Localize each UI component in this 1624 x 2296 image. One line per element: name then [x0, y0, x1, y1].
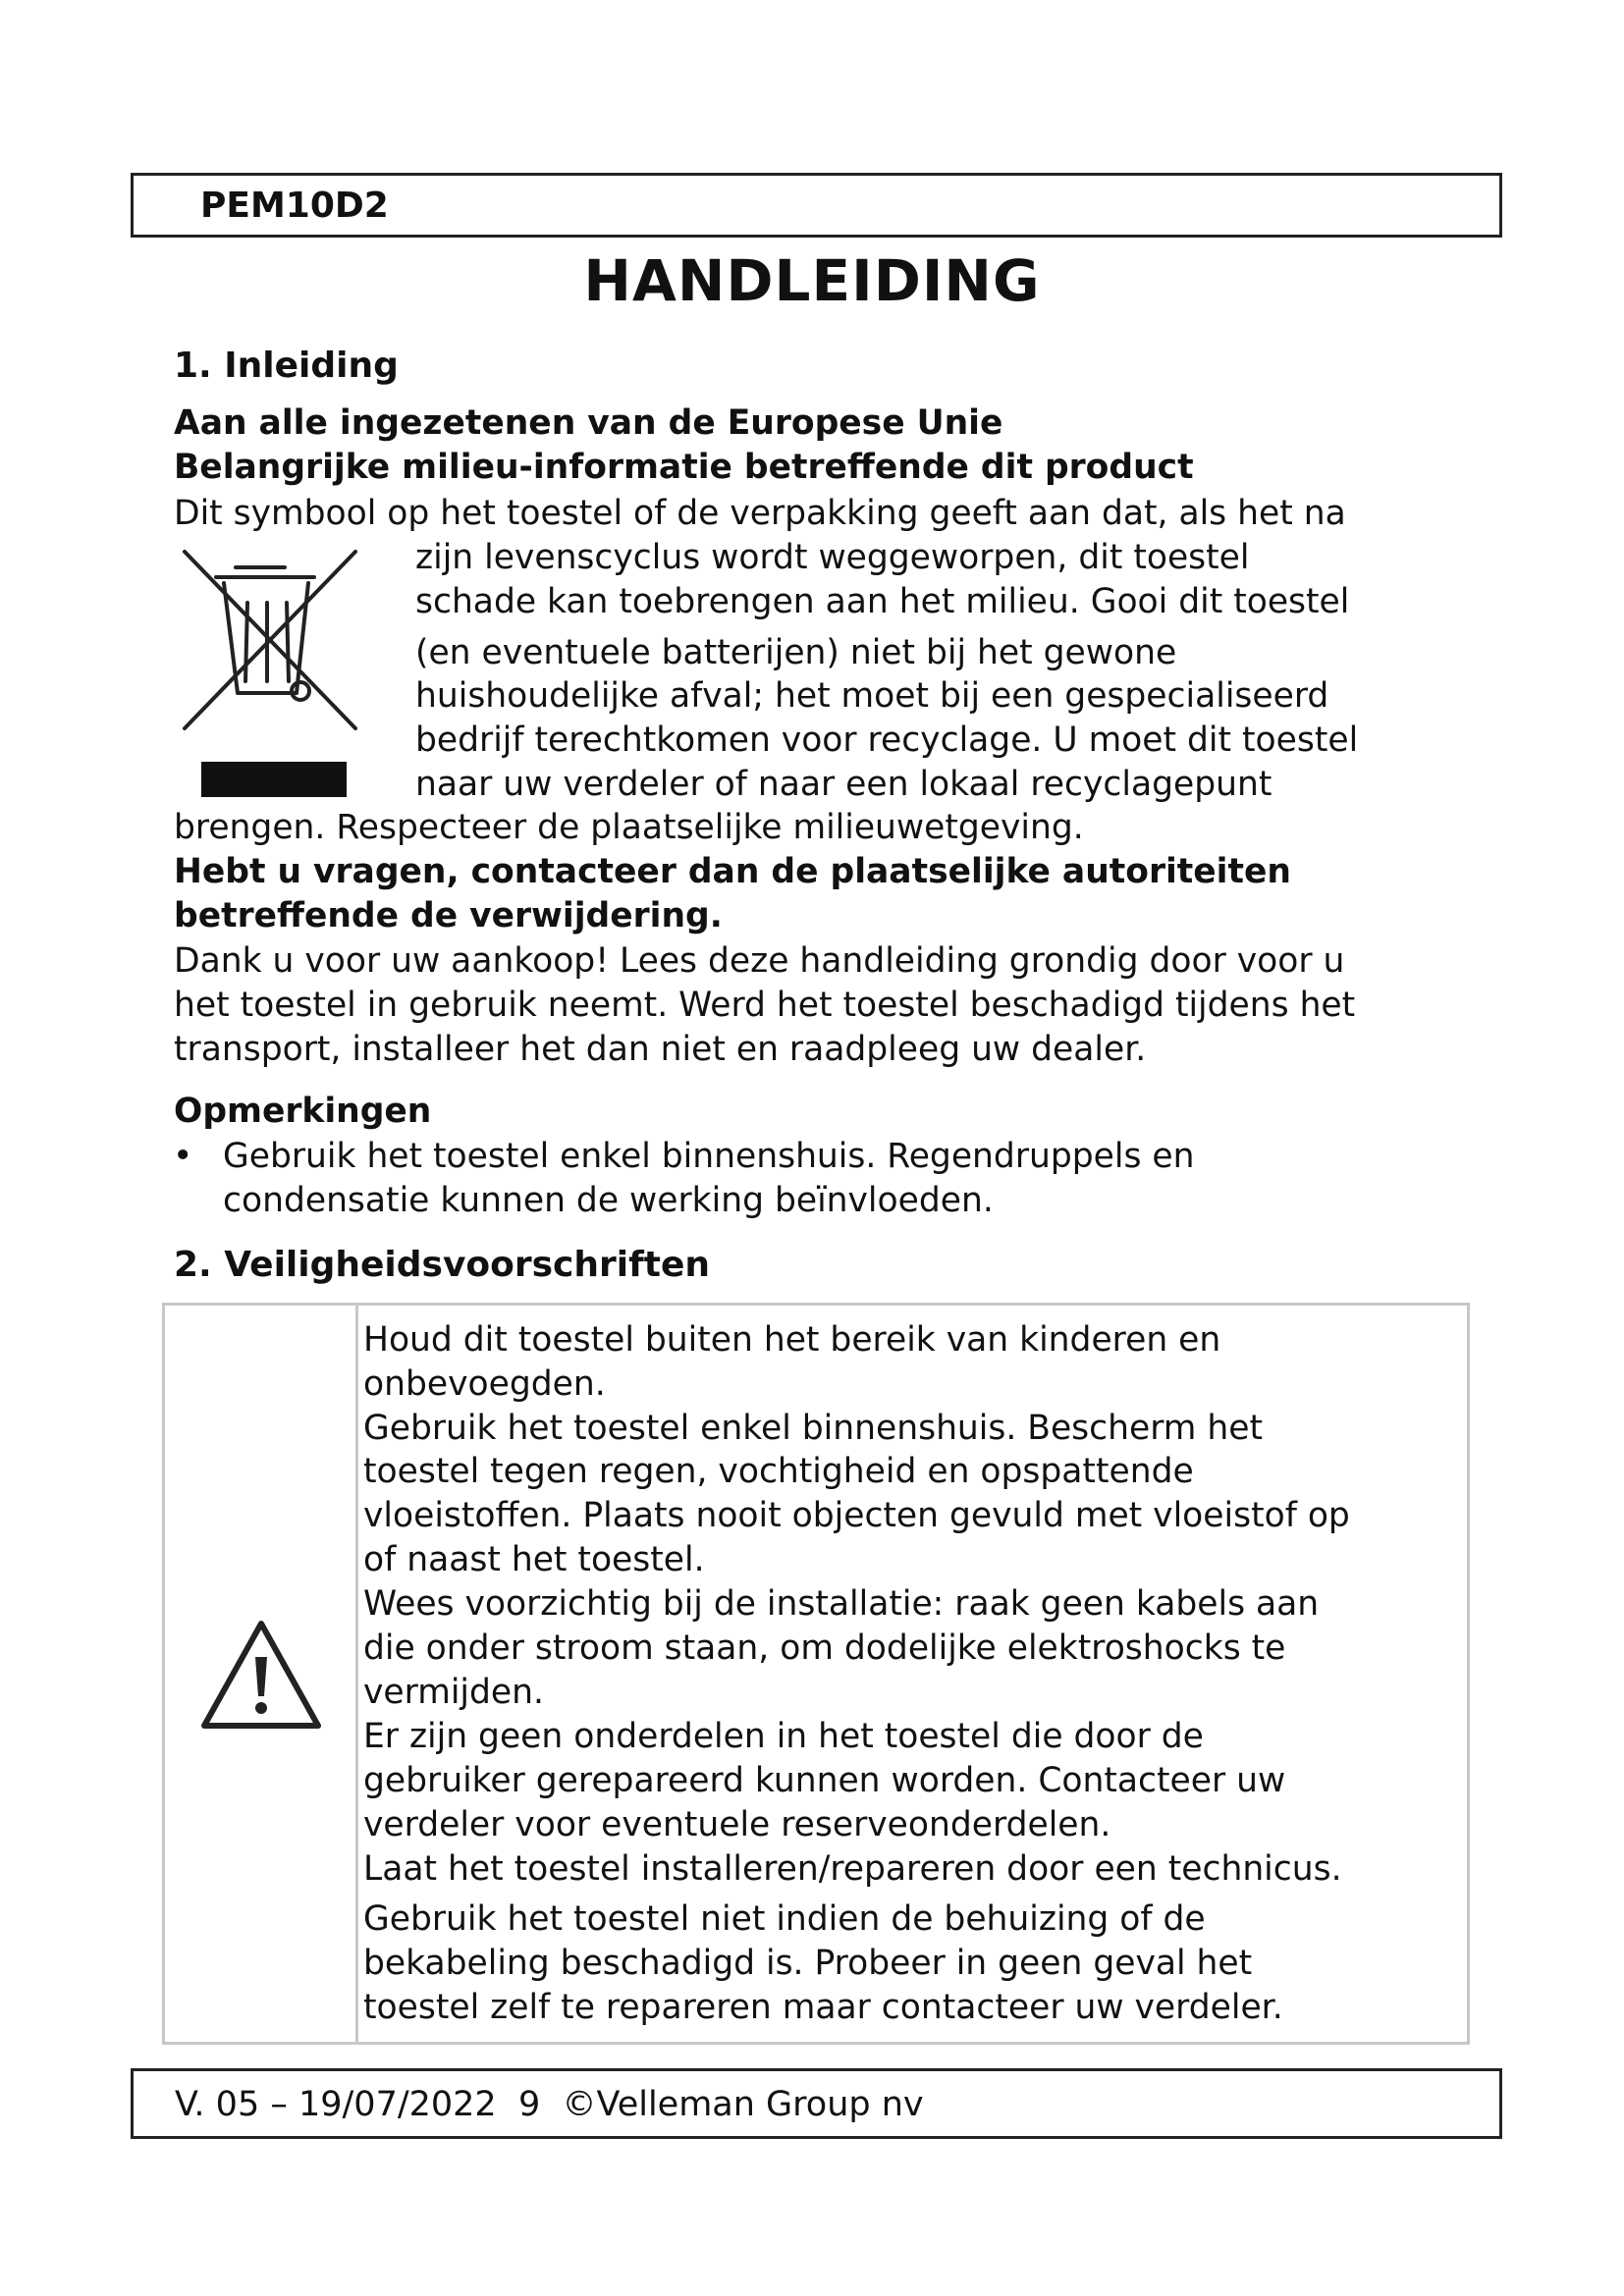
- page-title: HANDLEIDING: [583, 247, 1041, 314]
- eu-text-line: huishoudelijke afval; het moet bij een gespecialiseerd: [415, 676, 1329, 716]
- section-2-heading: 2. Veiligheidsvoorschriften: [174, 1245, 711, 1285]
- safety-line: toestel tegen regen, vochtigheid en opspattende: [363, 1452, 1194, 1491]
- safety-line: bekabeling beschadigd is. Probeer in geen geval het: [363, 1944, 1253, 1983]
- safety-line: of naast het toestel.: [363, 1540, 705, 1579]
- table-divider: [355, 1306, 358, 2042]
- product-code: PEM10D2: [200, 186, 389, 226]
- safety-line: Laat het toestel installeren/repareren door een technicus.: [363, 1849, 1342, 1889]
- warning-triangle-icon: [198, 1618, 324, 1732]
- bullet-icon: •: [173, 1137, 193, 1176]
- safety-line: Houd dit toestel buiten het bereik van kinderen en: [363, 1320, 1221, 1360]
- safety-line: vermijden.: [363, 1673, 544, 1712]
- questions-line: Hebt u vragen, contacteer dan de plaatselijke autoriteiten: [174, 852, 1291, 891]
- eu-heading-1: Aan alle ingezetenen van de Europese Unie: [174, 403, 1003, 443]
- safety-line: verdeler voor eventuele reserveonderdelen.: [363, 1805, 1111, 1844]
- eu-text-line: bedrijf terechtkomen voor recyclage. U moet dit toestel: [415, 721, 1359, 760]
- footer-box: [131, 2068, 1502, 2139]
- header-box: [131, 173, 1502, 238]
- eu-text-line: zijn levenscyclus wordt weggeworpen, dit toestel: [415, 538, 1250, 577]
- safety-line: Er zijn geen onderdelen in het toestel die door de: [363, 1717, 1204, 1756]
- questions-line: betreffende de verwijdering.: [174, 896, 723, 935]
- thanks-line: transport, installeer het dan niet en raadpleeg uw dealer.: [174, 1030, 1147, 1069]
- eu-heading-2: Belangrijke milieu-informatie betreffende dit product: [174, 448, 1194, 487]
- safety-line: onbevoegden.: [363, 1364, 606, 1404]
- safety-line: Wees voorzichtig bij de installatie: raak geen kabels aan: [363, 1584, 1320, 1624]
- footer-version: V. 05 – 19/07/2022 9 ©Velleman Group nv: [175, 2085, 924, 2124]
- weee-crossed-bin-icon: [177, 546, 363, 803]
- safety-line: Gebruik het toestel niet indien de behuizing of de: [363, 1899, 1206, 1939]
- safety-line: toestel zelf te repareren maar contacteer uw verdeler.: [363, 1988, 1283, 2027]
- notes-line: condensatie kunnen de werking beïnvloeden.: [223, 1181, 994, 1220]
- section-1-heading: 1. Inleiding: [174, 346, 399, 386]
- eu-text-line: schade kan toebrengen aan het milieu. Gooi dit toestel: [415, 582, 1350, 621]
- safety-line: die onder stroom staan, om dodelijke elektroshocks te: [363, 1629, 1286, 1668]
- notes-line: Gebruik het toestel enkel binnenshuis. Regendruppels en: [223, 1137, 1195, 1176]
- eu-text-line: naar uw verdeler of naar een lokaal recyclagepunt: [415, 765, 1272, 804]
- safety-line: Gebruik het toestel enkel binnenshuis. Bescherm het: [363, 1409, 1263, 1448]
- thanks-line: het toestel in gebruik neemt. Werd het toestel beschadigd tijdens het: [174, 986, 1356, 1025]
- eu-text-line: Dit symbool op het toestel of de verpakking geeft aan dat, als het na: [174, 494, 1346, 533]
- safety-line: gebruiker gerepareerd kunnen worden. Contacteer uw: [363, 1761, 1286, 1800]
- eu-text-line: (en eventuele batterijen) niet bij het gewone: [415, 633, 1177, 672]
- thanks-line: Dank u voor uw aankoop! Lees deze handleiding grondig door voor u: [174, 941, 1345, 981]
- eu-text-line: brengen. Respecteer de plaatselijke milieuwetgeving.: [174, 808, 1084, 847]
- safety-line: vloeistoffen. Plaats nooit objecten gevuld met vloeistof op: [363, 1496, 1350, 1535]
- notes-heading: Opmerkingen: [174, 1092, 432, 1131]
